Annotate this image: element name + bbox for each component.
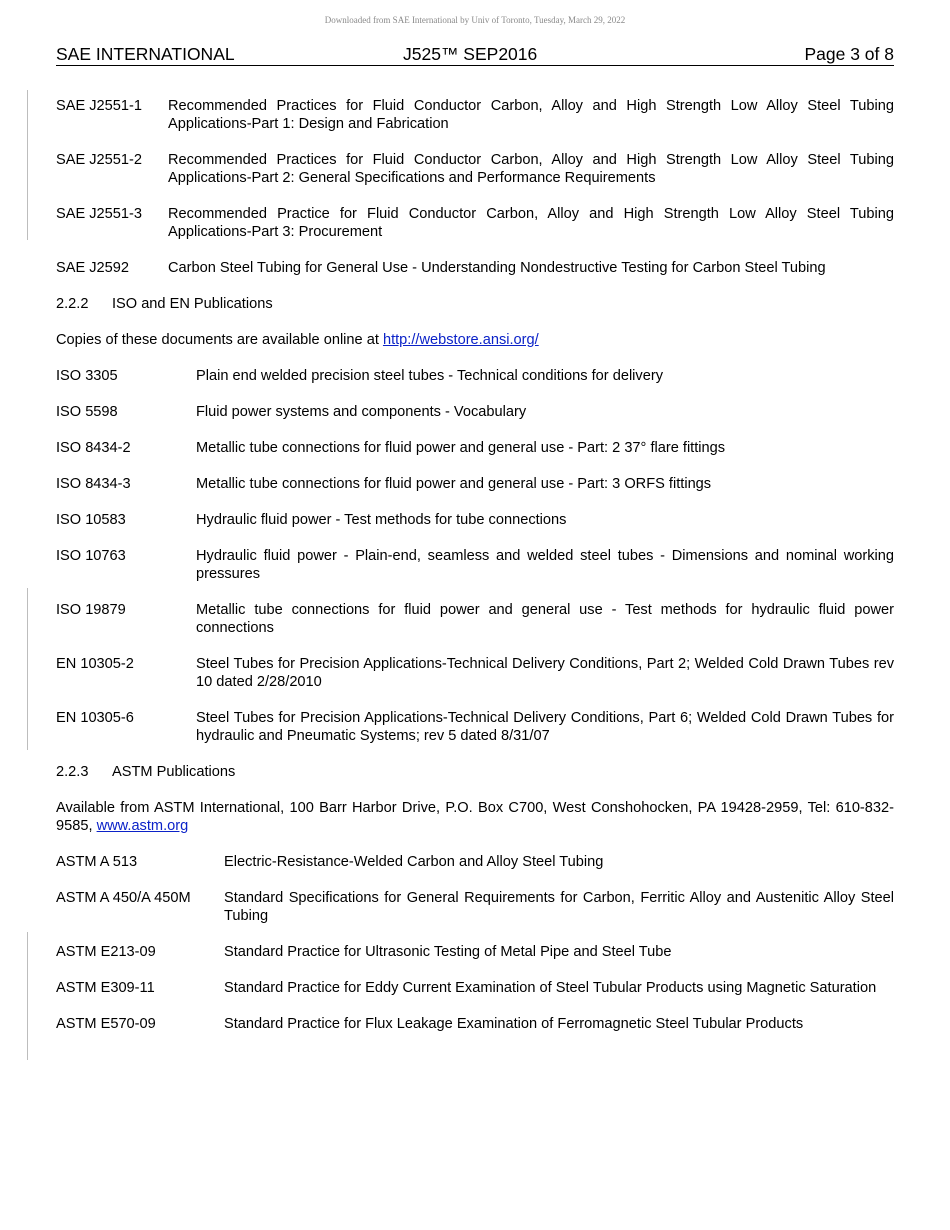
reference-item xyxy=(56,709,894,745)
reference-item xyxy=(56,259,894,277)
reference-item xyxy=(56,853,894,871)
reference-code: SAE J2551-3 xyxy=(56,206,142,222)
download-watermark: Downloaded from SAE International by Univ of Toronto, Tuesday, March 29, 2022 xyxy=(324,15,626,25)
change-bar xyxy=(27,90,28,240)
section-heading-astm xyxy=(56,763,894,781)
reference-code: EN 10305-2 xyxy=(56,656,134,672)
page-header xyxy=(56,44,894,66)
iso-intro-text: Copies of these documents are available online at xyxy=(56,332,383,348)
reference-item xyxy=(56,601,894,637)
astm-reference-list xyxy=(56,853,894,1033)
reference-item xyxy=(56,439,894,457)
sae-reference-list xyxy=(56,97,894,277)
reference-code: SAE J2551-1 xyxy=(56,98,142,114)
reference-title: Standard Practice for Flux Leakage Examination of Ferromagnetic Steel Tubular Products xyxy=(224,1016,804,1032)
section-number: 2.2.3 xyxy=(56,764,89,780)
header-page-number: Page 3 of 8 xyxy=(804,44,894,64)
reference-item xyxy=(56,367,894,385)
reference-code: ISO 10763 xyxy=(56,548,126,564)
reference-title: Standard Specifications for General Requirements for Carbon, Ferritic Alloy and Austenitic Alloy Steel Tubing xyxy=(224,890,894,924)
reference-title: Hydraulic fluid power - Plain-end, seamless and welded steel tubes - Dimensions and nominal working pressures xyxy=(196,548,894,582)
reference-code: ISO 3305 xyxy=(56,368,118,384)
document-body xyxy=(56,97,894,1051)
ansi-webstore-link[interactable]: http://webstore.ansi.org/ xyxy=(382,332,539,348)
reference-title: Recommended Practices for Fluid Conductor Carbon, Alloy and High Strength Low Alloy Steel Tubing Applications-Part 1: Design and Fabrication xyxy=(168,98,894,132)
reference-title: Hydraulic fluid power - Test methods for tube connections xyxy=(196,512,567,528)
reference-title: Steel Tubes for Precision Applications-Technical Delivery Conditions, Part 6; Welded Cold Drawn Tubes for hydraulic and Pneumatic Systems; rev 5 dated 8/31/07 xyxy=(196,710,894,744)
reference-code: ISO 8434-3 xyxy=(56,476,131,492)
reference-item xyxy=(56,655,894,691)
reference-code: SAE J2592 xyxy=(56,260,130,276)
reference-code: ASTM A 450/A 450M xyxy=(56,890,191,906)
reference-title: Electric-Resistance-Welded Carbon and Alloy Steel Tubing xyxy=(224,854,604,870)
section-title: ISO and EN Publications xyxy=(112,296,273,312)
reference-title: Recommended Practices for Fluid Conductor Carbon, Alloy and High Strength Low Alloy Steel Tubing Applications-Part 2: General Specifications and Performance Requirements xyxy=(168,152,894,186)
reference-title: Metallic tube connections for fluid power and general use - Part: 2 37° flare fittings xyxy=(196,440,726,456)
section-number: 2.2.2 xyxy=(56,296,89,312)
reference-item xyxy=(56,1015,894,1033)
section-heading-iso xyxy=(56,295,894,313)
reference-title: Steel Tubes for Precision Applications-Technical Delivery Conditions, Part 2; Welded Cold Drawn Tubes rev 10 dated 2/28/2010 xyxy=(196,656,894,690)
header-org: SAE INTERNATIONAL xyxy=(56,44,235,64)
reference-item xyxy=(56,943,894,961)
reference-code: EN 10305-6 xyxy=(56,710,134,726)
reference-item xyxy=(56,97,894,133)
reference-title: Standard Practice for Eddy Current Examination of Steel Tubular Products using Magnetic Saturation xyxy=(224,980,877,996)
reference-code: ASTM E570-09 xyxy=(56,1016,156,1032)
reference-title: Metallic tube connections for fluid power and general use - Part: 3 ORFS fittings xyxy=(196,476,712,492)
reference-title: Carbon Steel Tubing for General Use - Understanding Nondestructive Testing for Carbon Steel Tubing xyxy=(168,260,826,276)
astm-website-link[interactable]: www.astm.org xyxy=(96,818,189,834)
reference-title: Fluid power systems and components - Vocabulary xyxy=(196,404,527,420)
iso-intro-paragraph xyxy=(56,331,894,349)
reference-code: ISO 5598 xyxy=(56,404,118,420)
reference-code: ASTM E213-09 xyxy=(56,944,156,960)
reference-code: ASTM E309-11 xyxy=(56,980,155,996)
reference-code: ISO 19879 xyxy=(56,602,126,618)
astm-intro-paragraph xyxy=(56,799,894,835)
change-bar xyxy=(27,932,28,1060)
reference-code: ISO 8434-2 xyxy=(56,440,131,456)
reference-item xyxy=(56,979,894,997)
section-title: ASTM Publications xyxy=(112,764,236,780)
reference-code: ASTM A 513 xyxy=(56,854,138,870)
reference-title: Standard Practice for Ultrasonic Testing of Metal Pipe and Steel Tube xyxy=(224,944,672,960)
reference-item xyxy=(56,403,894,421)
change-bar xyxy=(27,588,28,750)
reference-title: Recommended Practice for Fluid Conductor Carbon, Alloy and High Strength Low Alloy Steel Tubing Applications-Part 3: Procurement xyxy=(168,206,894,240)
reference-item xyxy=(56,205,894,241)
reference-item xyxy=(56,889,894,925)
reference-code: SAE J2551-2 xyxy=(56,152,142,168)
reference-item xyxy=(56,511,894,529)
reference-item xyxy=(56,151,894,187)
reference-title: Metallic tube connections for fluid power and general use - Test methods for hydraulic fluid power connections xyxy=(196,602,894,636)
reference-item xyxy=(56,475,894,493)
reference-item xyxy=(56,547,894,583)
reference-title: Plain end welded precision steel tubes - Technical conditions for delivery xyxy=(196,368,663,384)
iso-reference-list xyxy=(56,367,894,745)
reference-code: ISO 10583 xyxy=(56,512,126,528)
header-doc-id: J525™ SEP2016 xyxy=(403,44,538,64)
astm-intro-text: Available from ASTM International, 100 Barr Harbor Drive, P.O. Box C700, West Conshohocken, PA 19428-2959, Tel: 610-832-9585, xyxy=(56,800,894,834)
